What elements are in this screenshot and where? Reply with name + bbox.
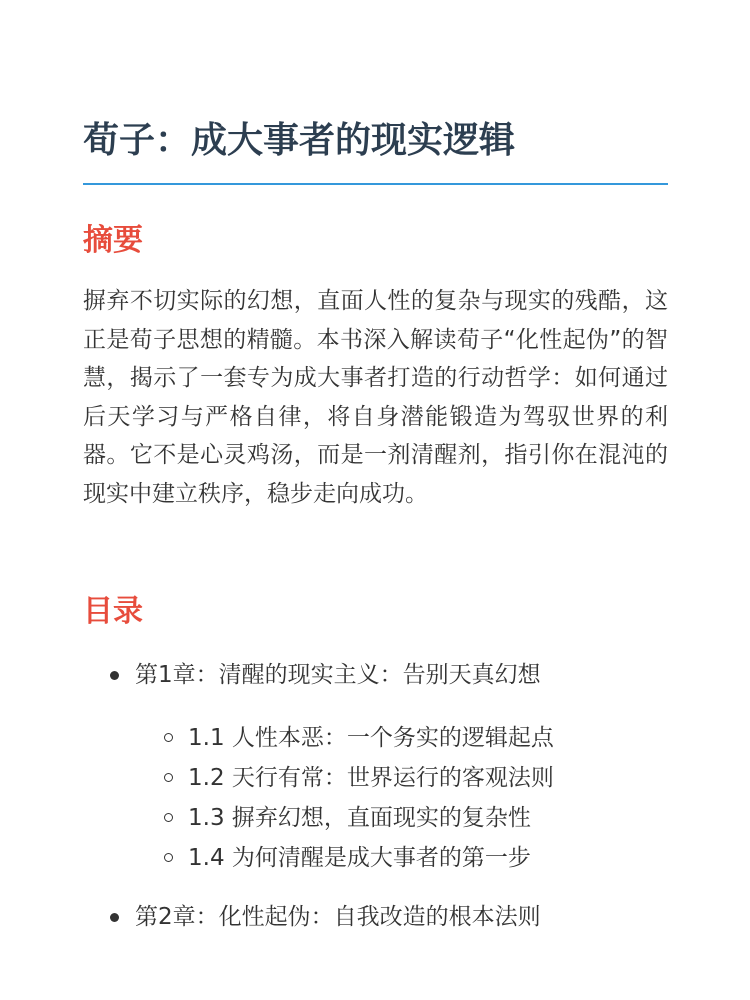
bullet-disc-icon bbox=[110, 671, 119, 680]
bullet-circle-icon bbox=[164, 813, 173, 822]
toc-chapter-1 bbox=[83, 655, 668, 878]
bullet-circle-icon bbox=[164, 733, 173, 742]
section-title: 1.4 为何清醒是成大事者的第一步 bbox=[188, 845, 531, 871]
section-title: 1.3 摒弃幻想，直面现实的复杂性 bbox=[188, 805, 531, 831]
toc-section-1-2 bbox=[135, 758, 668, 798]
bullet-disc-icon bbox=[110, 913, 119, 922]
summary-text: 摒弃不切实际的幻想，直面人性的复杂与现实的残酷，这正是荀子思想的精髓。本书深入解读荀子“化性起伪”的智慧，揭示了一套专为成大事者打造的行动哲学：如何通过后天学习与严格自律，将自身潜能锻造为驾驭世界的利器。它不是心灵鸡汤，而是一剂清醒剂，指引你在混沌的现实中建立秩序，稳步走向成功。 bbox=[83, 288, 668, 507]
toc-section-1-4 bbox=[135, 838, 668, 878]
chapter-1-sections bbox=[135, 718, 668, 878]
chapter-title: 第2章：化性起伪：自我改造的根本法则 bbox=[135, 904, 541, 930]
title-divider bbox=[83, 183, 668, 185]
summary-heading: 摘要 bbox=[83, 223, 143, 258]
table-of-contents bbox=[83, 655, 668, 937]
chapter-title: 第1章：清醒的现实主义：告别天真幻想 bbox=[135, 662, 541, 688]
toc-heading: 目录 bbox=[83, 594, 143, 629]
toc-chapter-2 bbox=[83, 897, 668, 937]
section-title: 1.1 人性本恶：一个务实的逻辑起点 bbox=[188, 725, 554, 751]
bullet-circle-icon bbox=[164, 853, 173, 862]
bullet-circle-icon bbox=[164, 773, 173, 782]
toc-section-1-3 bbox=[135, 798, 668, 838]
section-title: 1.2 天行有常：世界运行的客观法则 bbox=[188, 765, 554, 791]
page-title: 荀子：成大事者的现实逻辑 bbox=[83, 120, 516, 161]
toc-section-1-1 bbox=[135, 718, 668, 758]
